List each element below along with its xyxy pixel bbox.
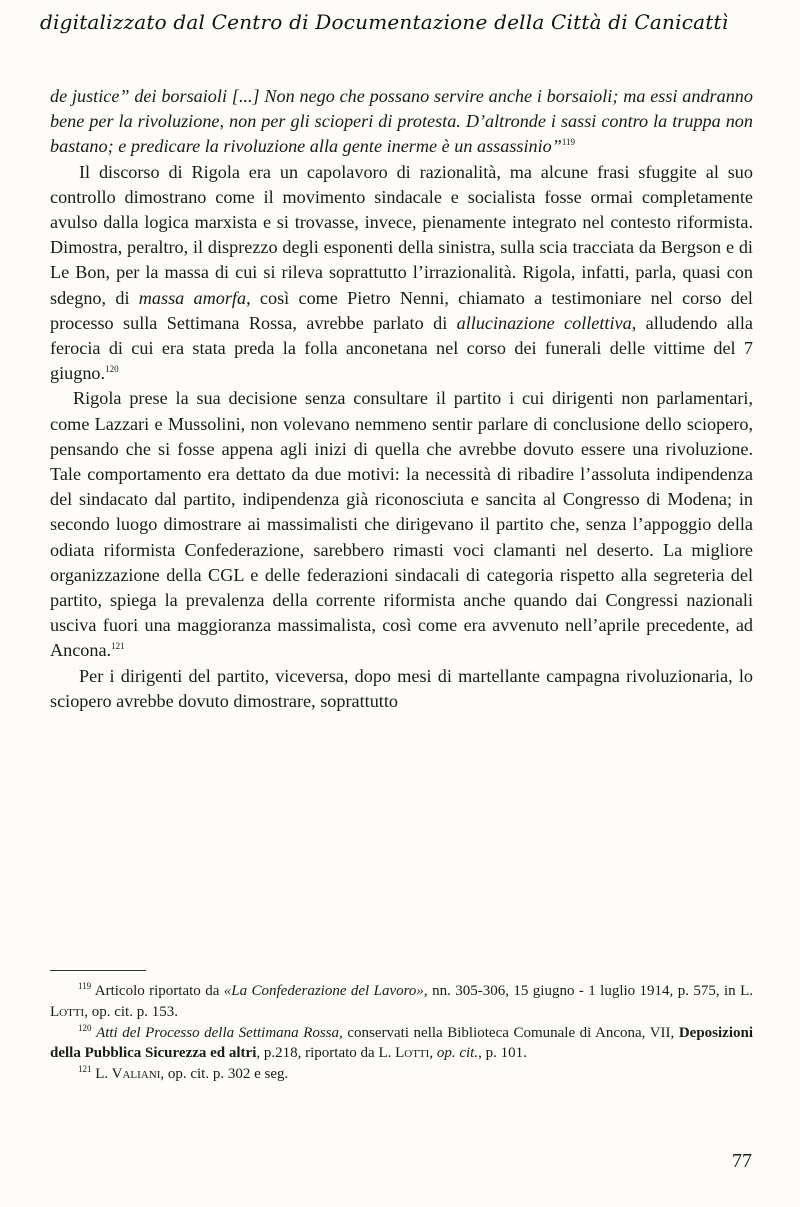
footnote-121 [50,1064,753,1085]
footnote-author: L. Lotti [378,1045,430,1062]
paragraph-2 [50,386,753,663]
footnote-number: 120 [78,1022,92,1033]
footnote-number: 119 [78,981,92,991]
footnote-text: , op. cit. p. 302 e seg. [160,1066,289,1083]
footnote-text: conservati nella Biblioteca Comunale di Ancona, VII, [342,1024,679,1041]
footnote-text: , [429,1045,437,1062]
paragraph-3-text: Per i dirigenti del partito, viceversa, dopo mesi di martellante campagna rivoluzionaria, lo sciopero avrebbe dovuto dimostrare, soprattutto [50,665,753,711]
digitization-watermark: digitalizzato dal Centro di Documentazione della Città di Canicattì [40,10,729,34]
footnotes [50,981,753,1085]
paragraph-1-text-b: , così come Pietro Nenni, chiamato a testimoniare nel corso del processo sulla Settimana Rossa, avrebbe parlato di [50,287,753,333]
footnote-source-title: Atti del Processo della Settimana Rossa, [96,1024,343,1041]
footnote-author: L. Valiani [95,1066,161,1083]
footnote-divider [50,970,146,971]
footnote-text: , p.218, riportato da [256,1045,379,1062]
footnote-120 [50,1023,753,1065]
page-number: 77 [732,1150,752,1172]
paragraph-3 [50,664,753,714]
footnote-bold-title: Deposizioni della Pubblica Sicurezza ed altri [50,1024,754,1062]
footnote-ref-119[interactable]: 119 [561,137,576,148]
paragraph-2-text: Rigola prese la sua decisione senza consultare il partito i cui dirigenti non parlamentari, come Lazzari e Mussolini, non volevano nemmeno sentir parlare di conclusione dello sciopero, pensando che si fosse appena agli inizi di quella che avrebbe dovuto essere una rivoluzione. Tale comportamento era dettato da due motivi: la necessità di ribadire l’assoluta indipendenza del sindacato dal partito, indipendenza già riconosciuta e sancita al Congresso di Modena; in secondo luogo dimostrare ai massimalisti che dirigevano il partito che, senza l’appoggio della odiata riformista Confederazione, sarebbero rimasti voci clamanti nel deserto. La migliore organizzazione della CGL e delle federazioni sindacali di categoria rispetto alla segreteria del partito, spiega la prevalenza della corrente riformista anche quando dai Congressi nazionali usciva fuori una maggioranza massimalista, così come era avvenuto nell’aprile precedente, ad Ancona. [50,388,753,661]
paragraph-1 [50,160,753,387]
emphasis-allucinazione-collettiva: allucinazione collettiva [456,312,632,333]
footnote-text: , nn. 305-306, 15 giugno - 1 luglio 1914, p. 575, in [423,983,741,999]
main-text [50,84,753,714]
footnote-ref-120[interactable]: 120 [105,364,119,375]
emphasis-massa-amorfa: massa amorfa [138,287,247,308]
footnote-source-title: «La Confederazione del Lavoro» [223,983,424,999]
footnote-text: , p. 101. [478,1045,527,1062]
footnote-number: 121 [78,1064,92,1075]
quotation-text: de justice” dei borsaioli [...] Non nego che possano servire anche i borsaioli; ma essi andranno bene per la rivoluzione, non per gli scioperi di protesta. D’altronde i sassi contro la truppa non bastano; e predicare la rivoluzione alla gente inerme è un assassinio” [50,86,753,157]
footnote-opcit: op. cit. [436,1045,479,1062]
footnote-ref-121[interactable]: 121 [111,641,125,652]
paragraph-1-text-c: , alludendo alla ferocia di cui era stata preda la folla anconetana nel corso dei funerali delle vittime del 7 giugno. [50,312,753,384]
footnote-text: Articolo riportato da [94,983,224,999]
footnote-text: , op. cit. p. 153. [84,1003,178,1020]
paragraph-1-text-a: Il discorso di Rigola era un capolavoro di razionalità, ma alcune frasi sfuggite al suo controllo dimostrano come il movimento sindacale e socialista fosse ormai completamente avulso dalla logica marxista e si trovasse, invece, pienamente integrato nel contesto riformista. Dimostra, peraltro, il disprezzo degli esponenti della sinistra, sulla scia tracciata da Bergson e di Le Bon, per la massa di cui si rileva soprattutto l’irrazionalità. Rigola, infatti, parla, quasi con sdegno, di [50,161,753,308]
footnote-119 [50,981,753,1023]
footnote-author: L. Lotti [50,983,754,1020]
quotation-paragraph [50,84,753,160]
